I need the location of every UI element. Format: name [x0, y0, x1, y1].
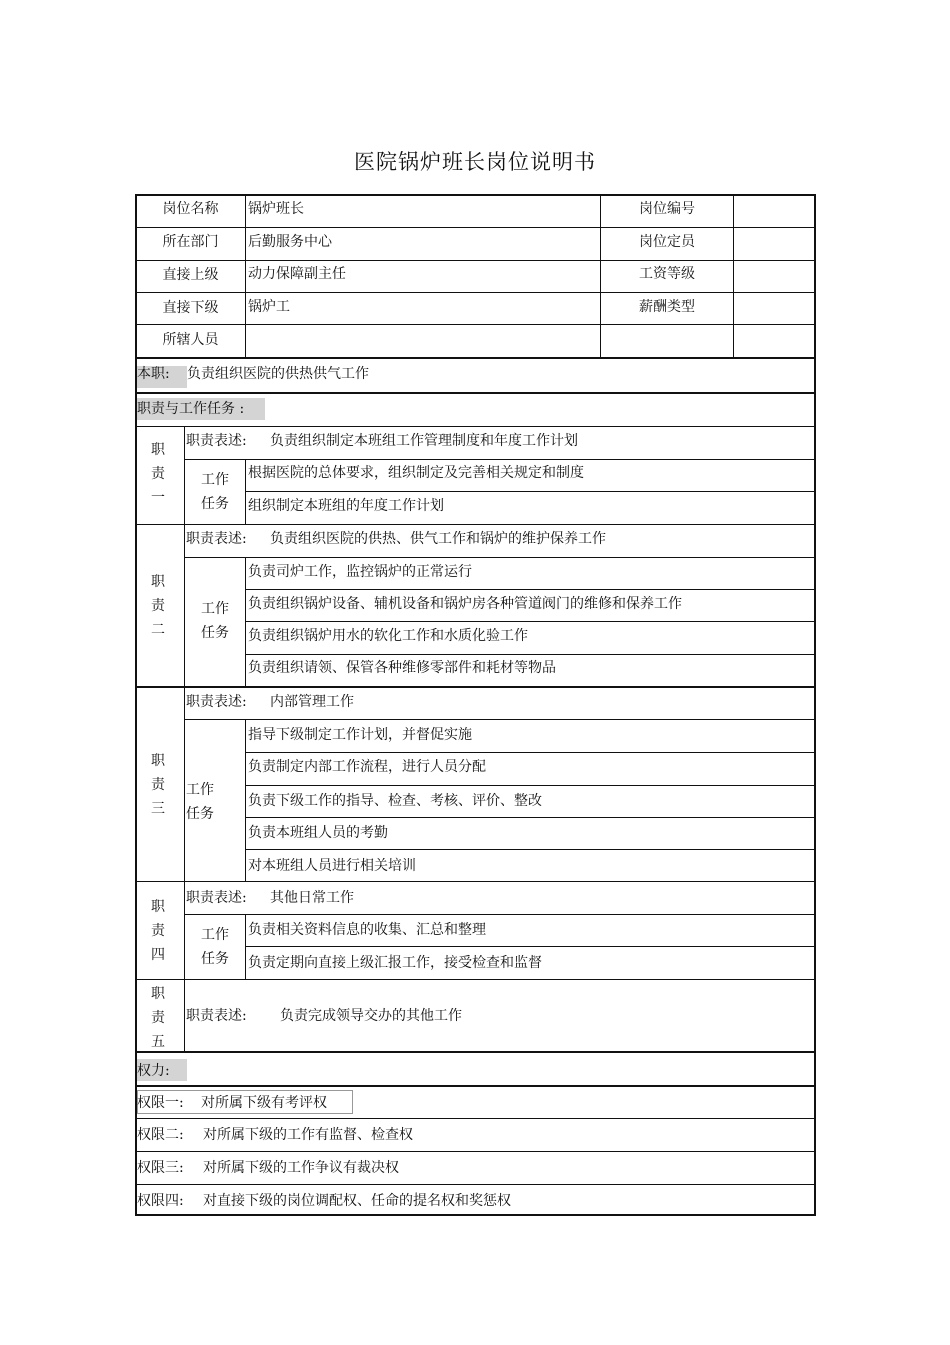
- label-headcount: 岗位定员: [639, 234, 695, 250]
- divider: [135, 1151, 816, 1152]
- divider: [245, 817, 816, 818]
- task-item: 对本班组人员进行相关培训: [248, 858, 416, 874]
- divider: [245, 785, 816, 786]
- divider: [135, 686, 816, 688]
- label-staff: 所辖人员: [162, 332, 219, 348]
- divider: [245, 557, 246, 687]
- duty-desc-label: 职责表述:: [186, 433, 247, 449]
- task-item: 根据医院的总体要求，组织制定及完善相关规定和制度: [248, 465, 584, 481]
- duty-desc: 其他日常工作: [270, 890, 354, 906]
- task-item: 负责组织请领、保管各种维修零部件和耗材等物品: [248, 660, 556, 676]
- task-item: 负责下级工作的指导、检查、考核、评价、整改: [248, 793, 542, 809]
- main-duty-value: 负责组织医院的供热供气工作: [187, 366, 369, 382]
- task-label-line: 工作: [201, 601, 229, 617]
- label-position-name: 岗位名称: [162, 201, 219, 217]
- value-direct-superior: 动力保障副主任: [248, 266, 346, 282]
- task-item: 负责司炉工作，监控锅炉的正常运行: [248, 564, 472, 580]
- task-label-line: 工作: [186, 782, 214, 798]
- duty-char: 责: [151, 598, 165, 614]
- duty-desc: 内部管理工作: [270, 694, 354, 710]
- power-text: 对所属下级有考评权: [201, 1095, 327, 1111]
- power-label: 权限一:: [137, 1095, 184, 1111]
- duty-char: 职: [151, 442, 165, 458]
- duty-char: 责: [151, 923, 165, 939]
- power-label: 权限三:: [137, 1160, 184, 1176]
- divider: [245, 654, 816, 655]
- duty-1-label: [148, 438, 168, 510]
- divider: [184, 557, 816, 558]
- task-label: [185, 468, 245, 516]
- duties-header: 职责与工作任务 :: [137, 401, 245, 417]
- divider: [135, 292, 816, 293]
- divider: [135, 426, 816, 427]
- main-duty-label: 本职:: [137, 366, 170, 382]
- task-item: 负责制定内部工作流程，进行人员分配: [248, 759, 486, 775]
- divider: [135, 881, 816, 882]
- task-label-line: 任务: [201, 951, 229, 967]
- label-department: 所在部门: [162, 234, 219, 250]
- duty-desc: 负责组织制定本班组工作管理制度和年度工作计划: [270, 433, 578, 449]
- duty-desc: 负责组织医院的供热、供气工作和锅炉的维护保养工作: [270, 531, 606, 547]
- divider: [135, 324, 816, 325]
- divider: [245, 752, 816, 753]
- label-direct-superior: 直接上级: [162, 267, 219, 283]
- powers-label: 权力:: [137, 1063, 170, 1079]
- duty-char: 职: [151, 899, 165, 915]
- task-label: [185, 597, 245, 645]
- power-text: 对直接下级的岗位调配权、任命的提名权和奖惩权: [203, 1193, 511, 1209]
- duty-4-label: [148, 895, 168, 967]
- power-text: 对所属下级的工作争议有裁决权: [203, 1160, 399, 1176]
- divider: [135, 1184, 816, 1185]
- duty-char: 二: [151, 622, 165, 638]
- divider: [135, 227, 816, 228]
- divider: [135, 1118, 816, 1119]
- duty-char: 三: [151, 801, 165, 817]
- duty-char: 责: [151, 777, 165, 793]
- divider: [184, 914, 816, 915]
- divider: [135, 524, 816, 525]
- power-label: 权限四:: [137, 1193, 184, 1209]
- duty-char: 四: [151, 947, 165, 963]
- divider: [245, 719, 246, 881]
- duty-char: 职: [151, 574, 165, 590]
- value-position-name: 锅炉班长: [248, 201, 304, 217]
- task-item: 负责组织锅炉用水的软化工作和水质化验工作: [248, 628, 528, 644]
- label-direct-subordinate: 直接下级: [162, 300, 219, 316]
- task-item: 负责本班组人员的考勤: [248, 825, 388, 841]
- task-item: 负责相关资料信息的收集、汇总和整理: [248, 922, 486, 938]
- duty-char: 责: [151, 466, 165, 482]
- duty-3-label: [148, 749, 168, 821]
- value-department: 后勤服务中心: [248, 234, 332, 250]
- task-item: 组织制定本班组的年度工作计划: [248, 498, 444, 514]
- value-direct-subordinate: 锅炉工: [248, 299, 290, 315]
- duty-char: 一: [151, 490, 165, 506]
- duty-desc-label: 职责表述:: [186, 694, 247, 710]
- duty-desc-label: 职责表述:: [186, 1008, 247, 1024]
- task-label-line: 任务: [186, 806, 214, 822]
- divider: [135, 357, 816, 359]
- power-text: 对所属下级的工作有监督、检查权: [203, 1127, 413, 1143]
- duty-desc-label: 职责表述:: [186, 890, 247, 906]
- divider: [245, 589, 816, 590]
- divider: [184, 719, 816, 720]
- divider: [135, 1051, 816, 1053]
- divider: [245, 946, 816, 947]
- divider: [135, 260, 816, 261]
- duty-char: 职: [151, 986, 165, 1002]
- divider: [245, 491, 816, 492]
- label-salary-grade: 工资等级: [639, 266, 695, 282]
- label-pay-type: 薪酬类型: [639, 299, 695, 315]
- task-label-line: 任务: [201, 625, 229, 641]
- duty-char: 五: [151, 1034, 165, 1050]
- document-title: 医院锅炉班长岗位说明书: [354, 150, 596, 174]
- duty-desc-label: 职责表述:: [186, 531, 247, 547]
- label-position-code: 岗位编号: [639, 201, 695, 217]
- duty-char: 责: [151, 1010, 165, 1026]
- duty-5-label: [148, 982, 168, 1054]
- task-label: [185, 923, 245, 971]
- task-label-line: 工作: [201, 472, 229, 488]
- power-label: 权限二:: [137, 1127, 184, 1143]
- task-item: 指导下级制定工作计划，并督促实施: [248, 727, 472, 743]
- duty-char: 职: [151, 753, 165, 769]
- divider: [245, 849, 816, 850]
- task-label: [186, 778, 214, 826]
- task-item: 负责组织锅炉设备、辅机设备和锅炉房各种管道阀门的维修和保养工作: [248, 596, 682, 612]
- task-label-line: 任务: [201, 496, 229, 512]
- divider: [245, 194, 246, 358]
- duty-desc: 负责完成领导交办的其他工作: [280, 1008, 462, 1024]
- duty-2-label: [148, 570, 168, 642]
- divider: [245, 621, 816, 622]
- divider: [135, 392, 816, 394]
- divider: [184, 459, 816, 460]
- divider: [733, 194, 734, 358]
- task-label-line: 工作: [201, 927, 229, 943]
- task-item: 负责定期向直接上级汇报工作，接受检查和监督: [248, 955, 542, 971]
- divider: [135, 979, 816, 980]
- divider: [135, 1085, 816, 1087]
